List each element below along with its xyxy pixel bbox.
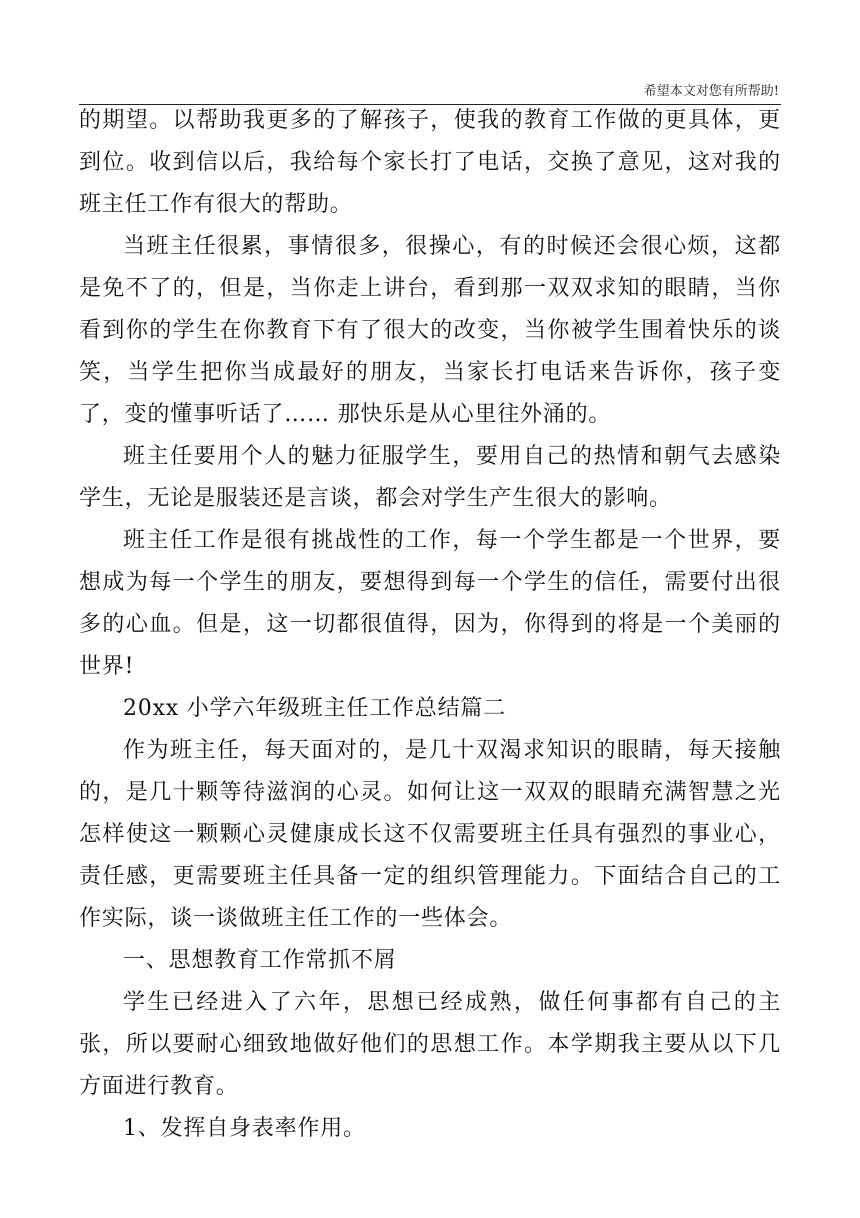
paragraph: 作为班主任，每天面对的，是几十双渴求知识的眼睛，每天接触的，是几十颗等待滋润的心灵。如何让这一双双的眼睛充满智慧之光怎样使这一颗颗心灵健康成长这不仅需要班主任具有强烈的事业心，责任感，更需要班主任具备一定的组织管理能力。下面结合自己的工作实际，谈一谈做班主任工作的一些体会。 bbox=[79, 738, 781, 931]
list-item-heading: 1、发挥自身表率作用。 bbox=[123, 1116, 366, 1141]
paragraph-continuation: 的期望。以帮助我更多的了解孩子，使我的教育工作做的更具体，更到位。收到信以后，我给每个家长打了电话，交换了意见，这对我的班主任工作有很大的帮助。 bbox=[79, 108, 781, 217]
document-body bbox=[79, 100, 781, 1150]
paragraph: 当班主任很累，事情很多，很操心，有的时候还会很心烦，这都是免不了的，但是，当你走上讲台，看到那一双双求知的眼睛，当你看到你的学生在你教育下有了很大的改变，当你被学生围着快乐的谈笑，当学生把你当成最好的朋友，当家长打电话来告诉你，孩子变了，变的懂事听话了…… 那快乐是从心里往外涌的。 bbox=[79, 234, 781, 427]
subsection-heading: 一、思想教育工作常抓不屑 bbox=[123, 948, 397, 973]
header-note: 希望本文对您有所帮助! bbox=[643, 84, 779, 99]
paragraph: 班主任要用个人的魅力征服学生，要用自己的热情和朝气去感染学生，无论是服装还是言谈，都会对学生产生很大的影响。 bbox=[79, 444, 781, 511]
paragraph: 班主任工作是很有挑战性的工作，每一个学生都是一个世界，要想成为每一个学生的朋友，要想得到每一个学生的信任，需要付出很多的心血。但是，这一切都很值得，因为，你得到的将是一个美丽的世界! bbox=[79, 528, 781, 679]
paragraph: 学生已经进入了六年，思想已经成熟，做任何事都有自己的主张，所以要耐心细致地做好他们的思想工作。本学期我主要从以下几方面进行教育。 bbox=[79, 990, 781, 1099]
section-heading: 20xx 小学六年级班主任工作总结篇二 bbox=[123, 696, 507, 721]
